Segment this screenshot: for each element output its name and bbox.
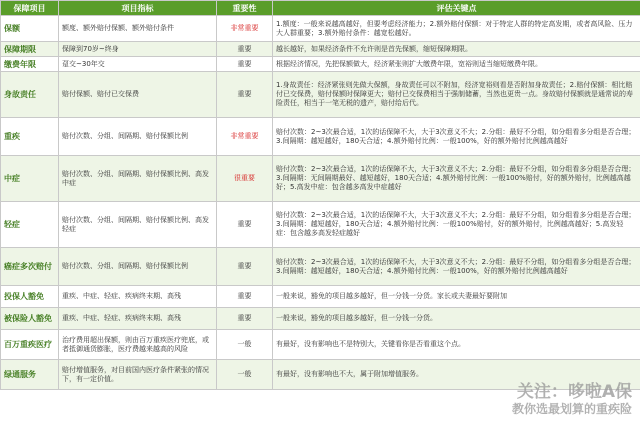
row-indicator: 治疗费用超出保额，则由百万重疾医疗兜底，或者抵御通货膨胀，医疗费越来越高的风险 xyxy=(59,330,217,360)
row-indicator: 赔付次数、分组、间隔期、赔付保额比例 xyxy=(59,248,217,286)
row-key-points: 根据经济情况，先把保额做大，经济紧张则扩大缴费年限，宽裕则适当缩短缴费年限。 xyxy=(273,57,640,72)
row-key-points: 有最好，没有影响也不大，属于附加增值服务。 xyxy=(273,360,640,390)
row-importance: 重要 xyxy=(217,57,273,72)
table-row xyxy=(1,16,640,42)
row-item: 中症 xyxy=(1,156,59,202)
row-item: 百万重疾医疗 xyxy=(1,330,59,360)
row-item: 投保人豁免 xyxy=(1,286,59,308)
row-key-points: 赔付次数：2~3次最合适，1次的话保障不大，大于3次意义不大；2.分组：最好不分组，如分组看多分组是否合理；3.间隔期：越短越好，180天合适；4.额外赔付比例：一般100%，好的额外赔付比例越高越好 xyxy=(273,248,640,286)
table-row xyxy=(1,57,640,72)
table-row xyxy=(1,308,640,330)
row-item: 轻症 xyxy=(1,202,59,248)
row-item: 身故责任 xyxy=(1,72,59,118)
row-key-points: 有最好，没有影响也不是特别大，关键看你是否看重这个点。 xyxy=(273,330,640,360)
row-key-points: 一般来说，豁免的项目越多越好，但一分钱一分货。家长或夫妻最好要附加 xyxy=(273,286,640,308)
header-item: 保障项目 xyxy=(1,1,59,16)
row-key-points: 1.身故责任：经济紧张则先做大保额，身故责任可以不附加，经济宽裕则看是否附加身故责任；2.赔付保额：相比赔付已交保费，赔付保额时保障更大；赔付已交保费相当于强制储蓄，当然也更贵一点。身故赔付保额就是通常说的寿险责任，相当于一笔无税的遗产，赔付给后代。 xyxy=(273,72,640,118)
row-key-points: 赔付次数：2~3次最合适，1次的话保障不大，大于3次意义不大；2.分组：最好不分组，如分组看多分组是否合理；3.间隔期：越短越好，180天合适；4.额外赔付比例：一般100%赔付，好的额外赔付，比例越高越好；5.高发轻症：包含越多高发轻症越好 xyxy=(273,202,640,248)
table-header-row xyxy=(1,1,640,16)
row-importance: 重要 xyxy=(217,202,273,248)
table-row xyxy=(1,248,640,286)
table-row xyxy=(1,202,640,248)
row-item: 缴费年限 xyxy=(1,57,59,72)
row-indicator: 趸交~30年交 xyxy=(59,57,217,72)
header-importance: 重要性 xyxy=(217,1,273,16)
row-item: 癌症多次赔付 xyxy=(1,248,59,286)
table-row xyxy=(1,330,640,360)
row-importance: 重要 xyxy=(217,72,273,118)
table-row xyxy=(1,72,640,118)
row-importance: 重要 xyxy=(217,286,273,308)
row-importance: 非常重要 xyxy=(217,16,273,42)
row-indicator: 赔付保额、赔付已交保费 xyxy=(59,72,217,118)
row-indicator: 赔付次数、分组、间隔期、赔付保额比例 xyxy=(59,118,217,156)
watermark xyxy=(512,382,632,417)
table-row xyxy=(1,118,640,156)
header-indicator: 项目指标 xyxy=(59,1,217,16)
row-key-points: 赔付次数：2~3次最合适，1次的话保障不大，大于3次意义不大；2.分组：最好不分组，如分组看多分组是否合理；3.间隔期：无间隔期最好、越短越好，180天合适；4.额外赔付比例：一般100%赔付，好的额外赔付，比例越高越好；5.高发中症：包含越多高发中症越好 xyxy=(273,156,640,202)
table-row xyxy=(1,286,640,308)
row-item: 绿通服务 xyxy=(1,360,59,390)
row-indicator: 重疾、中症、轻症、疾病终末期、高残 xyxy=(59,308,217,330)
row-item: 被保险人豁免 xyxy=(1,308,59,330)
row-item: 保障期限 xyxy=(1,42,59,57)
row-indicator: 赔付次数、分组、间隔期、赔付保额比例、高发中症 xyxy=(59,156,217,202)
row-indicator: 保障到70岁~终身 xyxy=(59,42,217,57)
row-key-points: 越长越好，如果经济条件不允许则是首先保额，缩短保障期限。 xyxy=(273,42,640,57)
row-importance: 重要 xyxy=(217,42,273,57)
watermark-line2: 教你选最划算的重疾险 xyxy=(511,402,632,416)
row-item: 保额 xyxy=(1,16,59,42)
row-importance: 一般 xyxy=(217,330,273,360)
table-row xyxy=(1,42,640,57)
row-importance: 非常重要 xyxy=(217,118,273,156)
watermark-line1: 关注：哆啦A保 xyxy=(516,382,632,402)
row-key-points: 1.额度：一般来说越高越好，但要考虑经济能力；2.额外赔付保额：对于特定人群的特定高发期，或者高风险、压力大人群重要；3.额外赔付条件：越宽松越好。 xyxy=(273,16,640,42)
row-importance: 很重要 xyxy=(217,156,273,202)
row-importance: 重要 xyxy=(217,308,273,330)
row-indicator: 额度、额外赔付保额、额外赔付条件 xyxy=(59,16,217,42)
table-row xyxy=(1,156,640,202)
row-key-points: 赔付次数：2~3次最合适，1次的话保障不大，大于3次意义不大；2.分组：最好不分组，如分组看多分组是否合理；3.间隔期：越短越好，180天合适；4.额外赔付比例：一般100%，好的额外赔付比例越高越好 xyxy=(273,118,640,156)
row-indicator: 重疾、中症、轻症、疾病终末期、高残 xyxy=(59,286,217,308)
header-key-points: 评估关键点 xyxy=(273,1,640,16)
row-importance: 一般 xyxy=(217,360,273,390)
row-item: 重疾 xyxy=(1,118,59,156)
row-indicator: 赔付次数、分组、间隔期、赔付保额比例、高发轻症 xyxy=(59,202,217,248)
row-importance: 重要 xyxy=(217,248,273,286)
row-indicator: 赔付增值服务，对目前国内医疗条件紧张的情况下，有一定价值。 xyxy=(59,360,217,390)
row-key-points: 一般来说，豁免的项目越多越好，但一分钱一分货。 xyxy=(273,308,640,330)
